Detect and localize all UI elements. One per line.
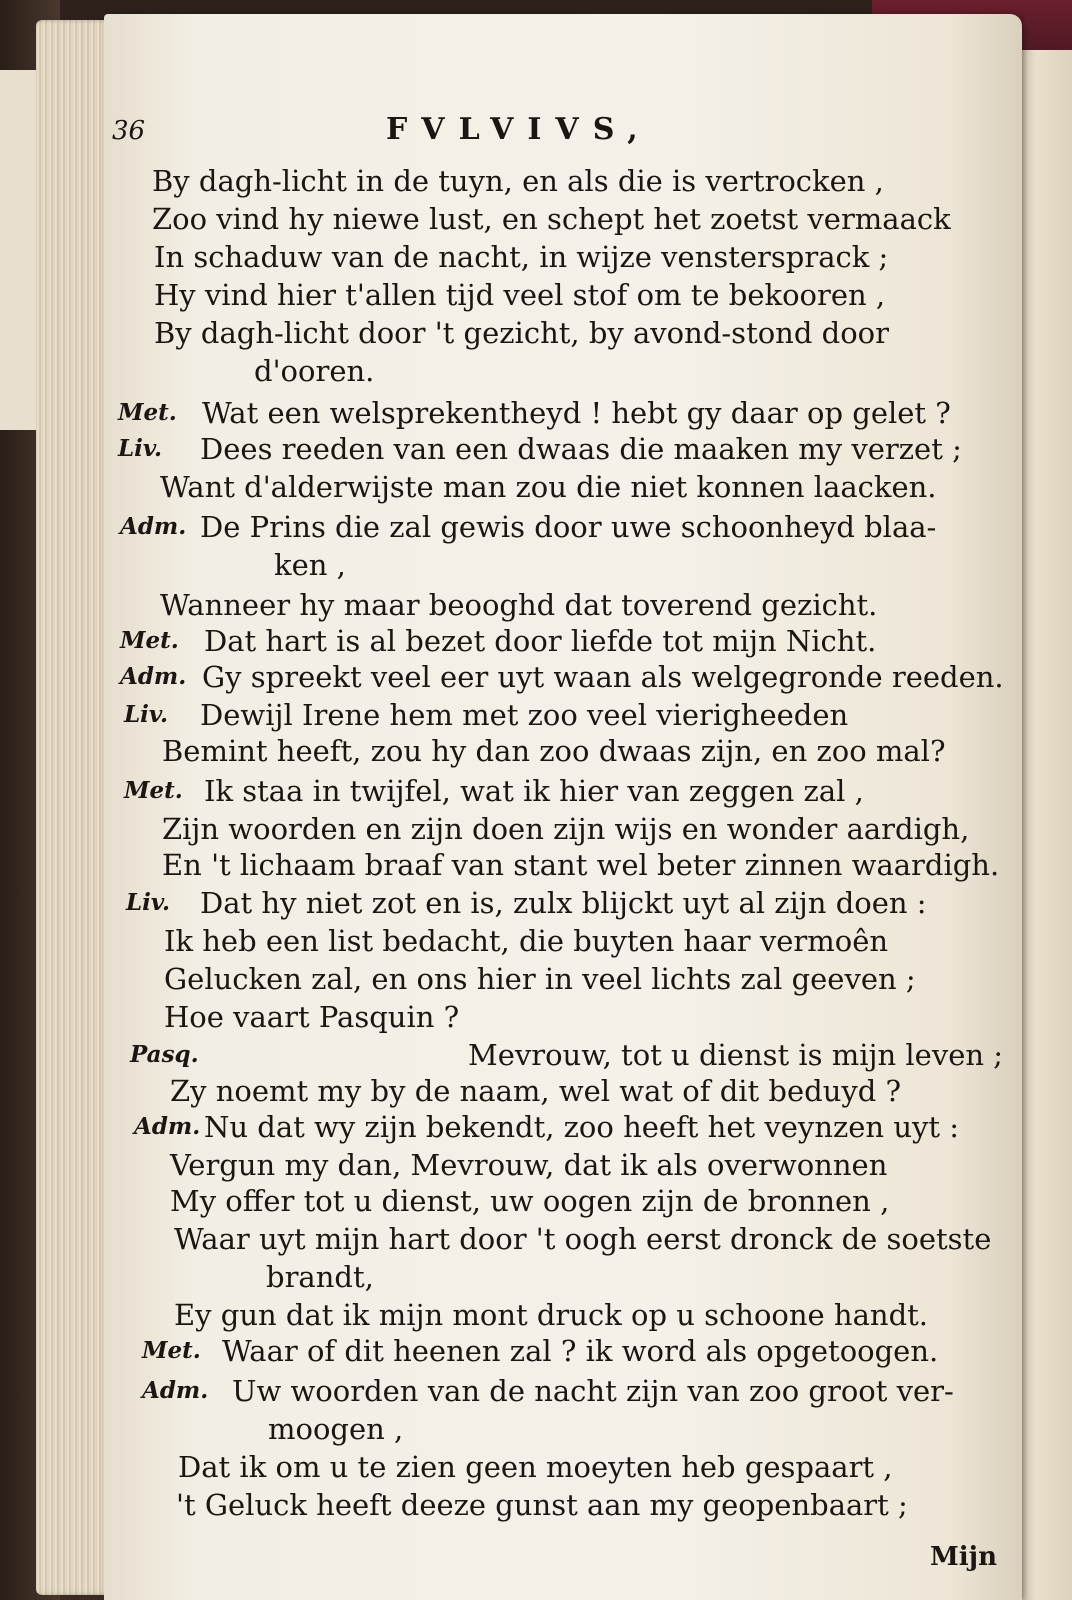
- verse-line: Dat hart is al bezet door liefde tot mijn Nicht.: [204, 624, 877, 658]
- speaker-label: Adm.: [120, 513, 187, 540]
- verse-line: Wanneer hy maar beooghd dat toverend gezicht.: [160, 588, 878, 622]
- speaker-label: Pasq.: [130, 1041, 199, 1068]
- verse-line: Dat hy niet zot en is, zulx blijckt uyt al zijn doen :: [200, 886, 927, 920]
- verse-line: d'ooren.: [254, 354, 375, 388]
- verse-line: De Prins die zal gewis door uwe schoonheyd blaa-: [200, 510, 937, 544]
- page-number: 36: [112, 116, 146, 146]
- verse-line: Gelucken zal, en ons hier in veel lichts zal geeven ;: [164, 962, 916, 996]
- page-stack-edges: [36, 20, 110, 1595]
- running-title: FVLVIVS,: [386, 112, 652, 147]
- verse-line: Vergun my dan, Mevrouw, dat ik als overwonnen: [170, 1148, 888, 1182]
- verse-line: En 't lichaam braaf van stant wel beter zinnen waardigh.: [162, 848, 1000, 882]
- facing-page-fragment: [0, 70, 36, 430]
- speaker-label: Adm.: [120, 663, 187, 690]
- verse-line: Zy noemt my by de naam, wel wat of dit beduyd ?: [170, 1074, 902, 1108]
- speaker-label: Met.: [118, 399, 177, 426]
- speaker-label: Met.: [120, 627, 179, 654]
- verse-line: brandt,: [266, 1260, 374, 1294]
- verse-line: Gy spreekt veel eer uyt waan als welgegronde reeden.: [202, 660, 1004, 694]
- verse-line: My offer tot u dienst, uw oogen zijn de bronnen ,: [170, 1184, 890, 1218]
- speaker-label: Adm.: [134, 1113, 201, 1140]
- verse-line: Zoo vind hy niewe lust, en schept het zoetst vermaack: [152, 202, 951, 236]
- speaker-label: Met.: [124, 777, 183, 804]
- verse-line: In schaduw van de nacht, in wijze venstersprack ;: [154, 240, 889, 274]
- verse-line: Nu dat wy zijn bekendt, zoo heeft het veynzen uyt :: [204, 1110, 960, 1144]
- verse-line: Want d'alderwijste man zou die niet konnen laacken.: [160, 470, 937, 504]
- verse-line: Ik heb een list bedacht, die buyten haar vermoên: [164, 924, 889, 958]
- speaker-label: Liv.: [118, 435, 162, 462]
- verse-line: Dat ik om u te zien geen moeyten heb gespaart ,: [178, 1450, 893, 1484]
- verse-line: Dees reeden van een dwaas die maaken my verzet ;: [200, 432, 962, 466]
- verse-line: Hoe vaart Pasquin ?: [164, 1000, 460, 1034]
- verse-line: By dagh-licht in de tuyn, en als die is vertrocken ,: [152, 164, 884, 198]
- verse-line: Waar of dit heenen zal ? ik word als opgetoogen.: [222, 1334, 939, 1368]
- verse-line: 't Geluck heeft deeze gunst aan my geopenbaart ;: [176, 1488, 908, 1522]
- speaker-label: Liv.: [126, 889, 170, 916]
- verse-line: Bemint heeft, zou hy dan zoo dwaas zijn, en zoo mal?: [162, 734, 946, 768]
- speaker-label: Met.: [142, 1337, 201, 1364]
- verse-line: Uw woorden van de nacht zijn van zoo groot ver-: [232, 1374, 954, 1408]
- book-page: [104, 14, 1022, 1600]
- verse-line: Wat een welsprekentheyd ! hebt gy daar op gelet ?: [202, 396, 951, 430]
- verse-line: Mevrouw, tot u dienst is mijn leven ;: [468, 1038, 1004, 1072]
- verse-line: moogen ,: [268, 1412, 404, 1446]
- verse-line: Dewijl Irene hem met zoo veel vierigheeden: [200, 698, 849, 732]
- verse-line: Ik staa in twijfel, wat ik hier van zeggen zal ,: [204, 774, 864, 808]
- verse-line: ken ,: [274, 548, 346, 582]
- verse-line: Waar uyt mijn hart door 't oogh eerst dronck de soetste: [174, 1222, 992, 1256]
- verse-line: Hy vind hier t'allen tijd veel stof om te bekooren ,: [154, 278, 886, 312]
- verse-line: By dagh-licht door 't gezicht, by avond-stond door: [154, 316, 889, 350]
- verse-line: Zijn woorden en zijn doen zijn wijs en wonder aardigh,: [162, 812, 970, 846]
- speaker-label: Liv.: [124, 701, 168, 728]
- catchword: Mijn: [930, 1542, 997, 1572]
- speaker-label: Adm.: [142, 1377, 209, 1404]
- verse-line: Ey gun dat ik mijn mont druck op u schoone handt.: [174, 1298, 928, 1332]
